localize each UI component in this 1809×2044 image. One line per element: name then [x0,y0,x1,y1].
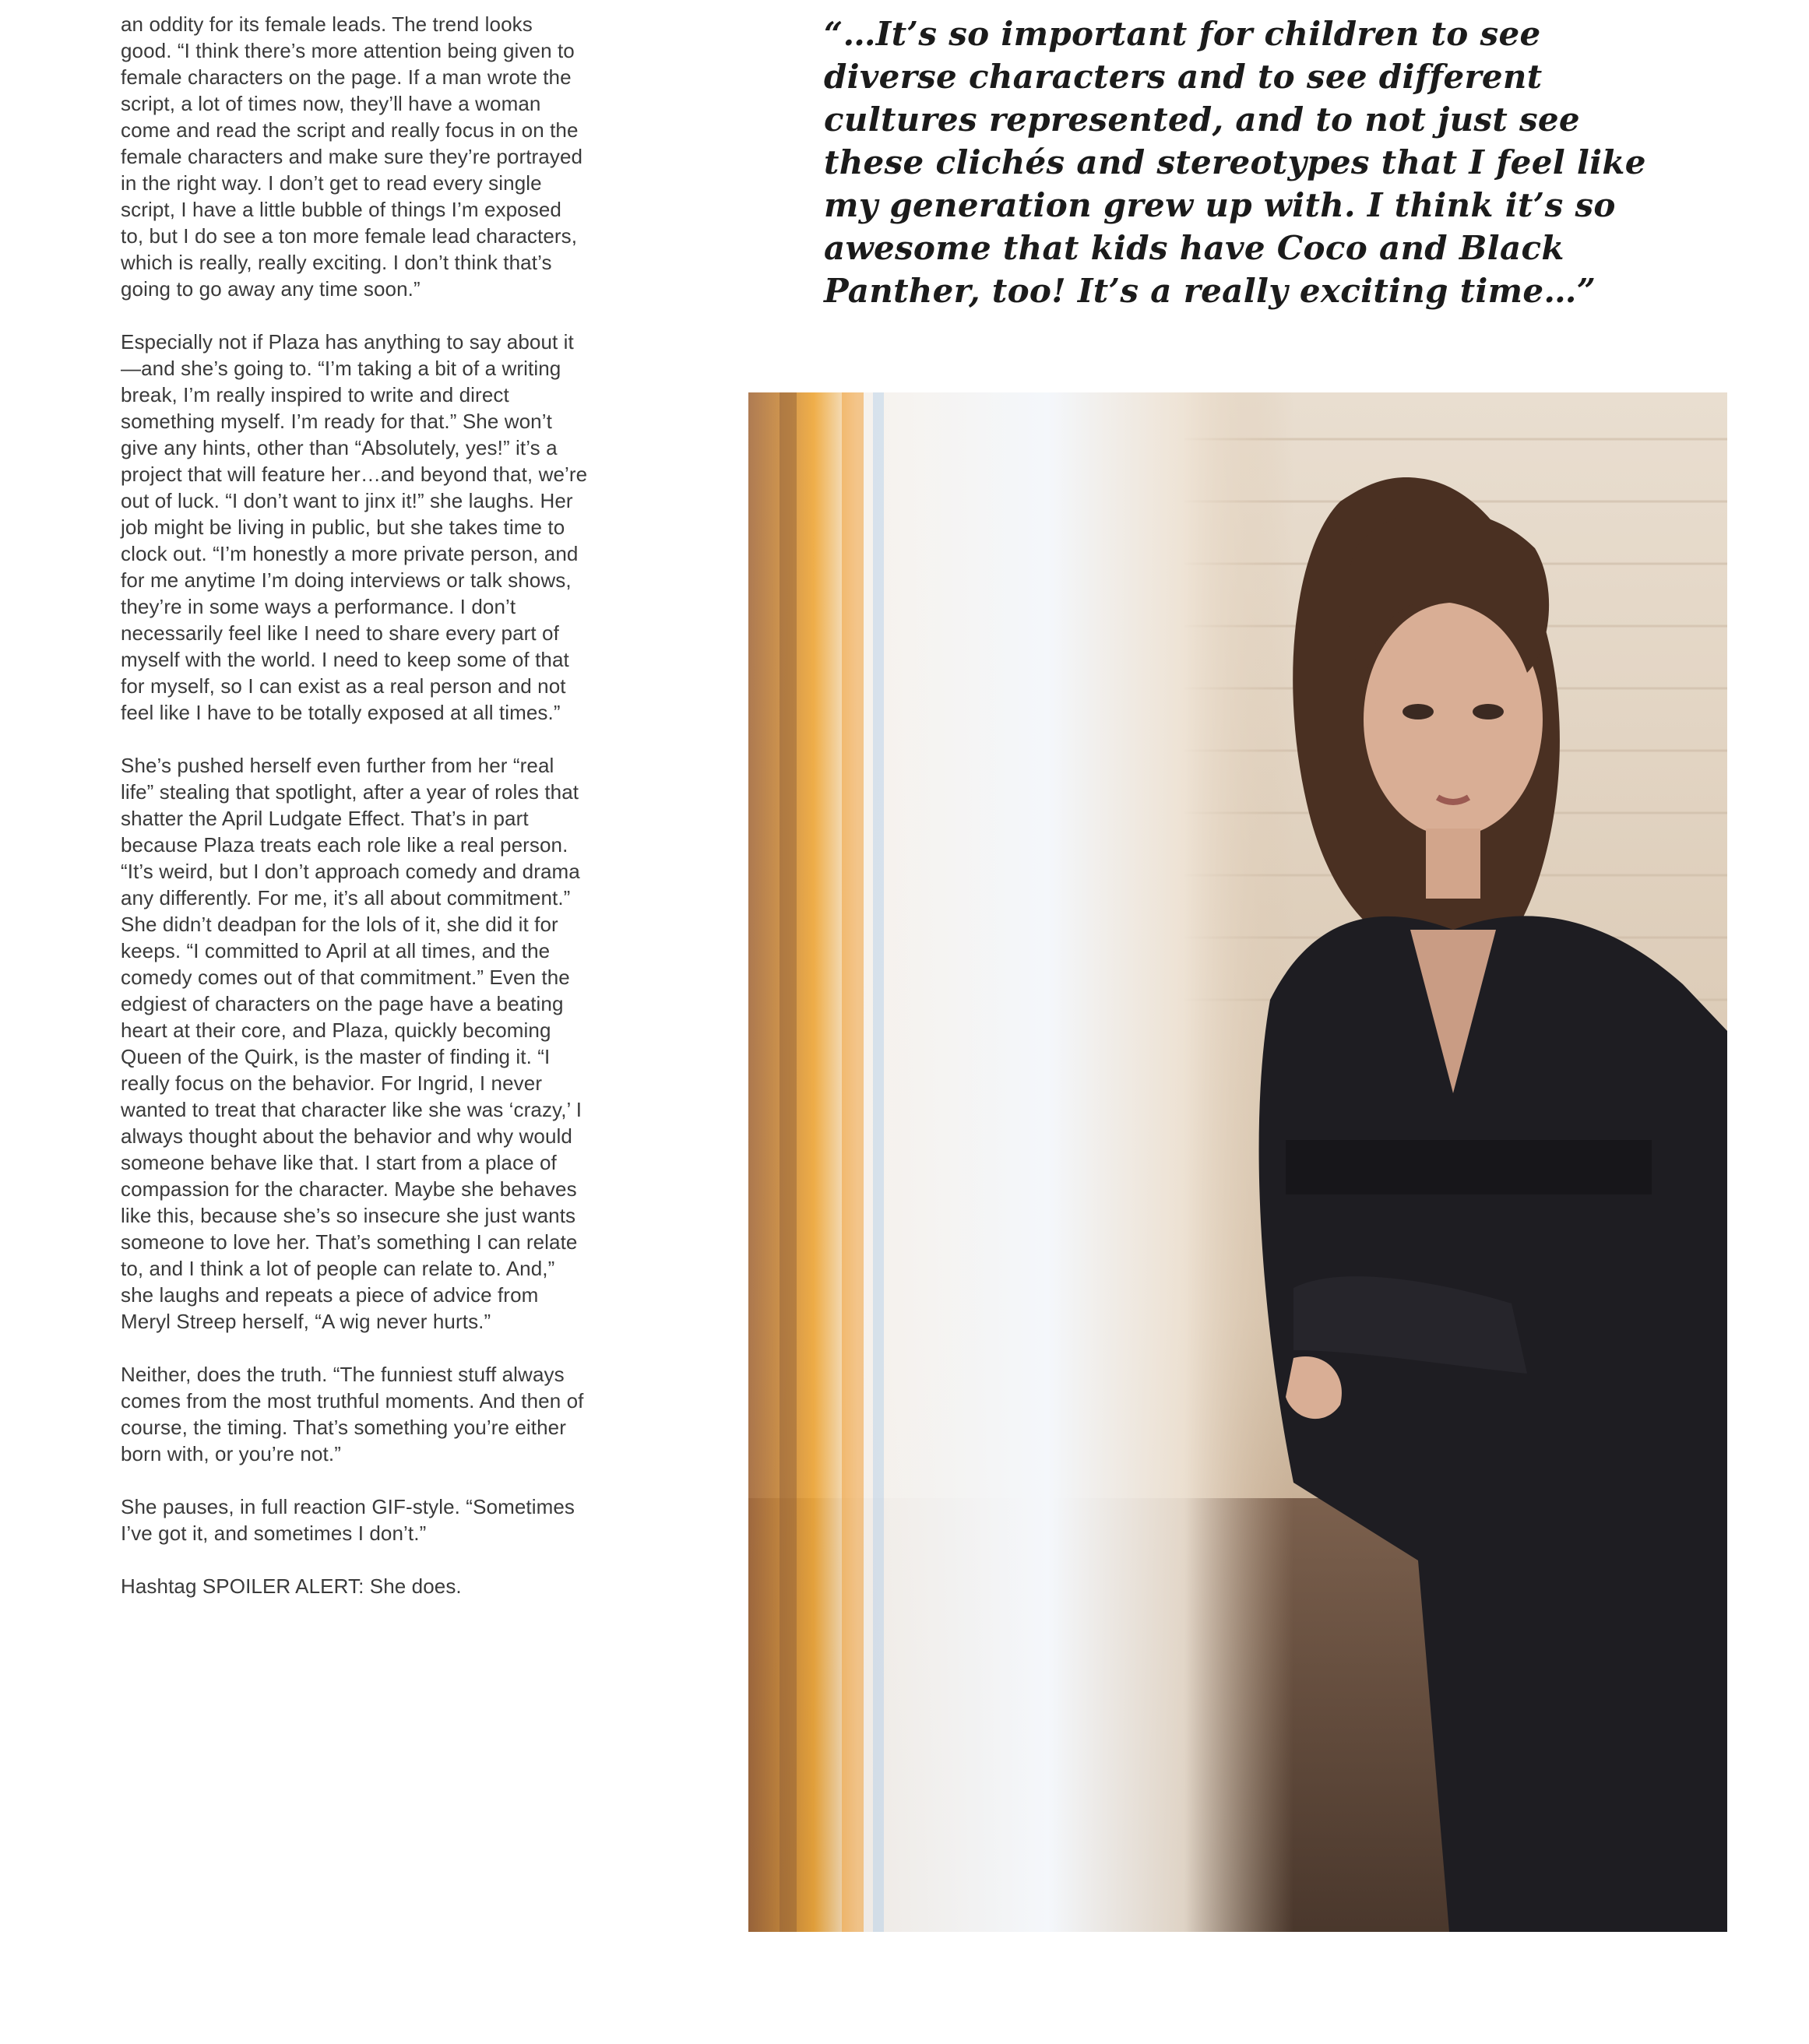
article-paragraph: She’s pushed herself even further from her “real life” stealing that spotlight, after a year of roles that shatter the April Ludgate Effect. That’s in part because Plaza treats each role like a real person. “It’s weird, but I don’t approach comedy and drama any differently. For me, it’s all about commitment.” She didn’t deadpan for the lols of it, she did it for keeps. “I committed to April at all times, and the comedy comes out of that commitment.” Even the edgiest of characters on the page have a beating heart at their core, and Plaza, quickly becoming Queen of the Quirk, is the master of finding it. “I really focus on the behavior. For Ingrid, I never wanted to treat that character like she was ‘crazy,’ I always thought about the behavior and why would someone behave like that. I start from a place of compassion for the character. Maybe she behaves like this, because she’s so insecure she just wants someone to love her. That’s something I can relate to, and I think a lot of people can relate to. And,” she laughs and repeats a piece of advice from Meryl Streep herself, “A wig never hurts.” [121,754,582,1333]
article-paragraph: an oddity for its female leads. The trend looks good. “I think there’s more attention being given to female characters on the page. If a man wrote the script, a lot of times now, they’ll have a woman come and read the script and really focus in on the female characters and make sure they’re portrayed in the right way. I don’t get to read every single script, I have a little bubble of things I’m exposed to, but I do see a ton more female lead characters, which is really, really exciting. I don’t think that’s going to go away any time soon.” [121,12,583,301]
article-body [121,11,588,1626]
article-paragraph: Hashtag SPOILER ALERT: She does. [121,1574,462,1598]
pull-quote: “…It’s so important for children to see diverse characters and to see different cultures represented, and to not just see these clichés and stereotypes that I feel like my generation grew up with. I think it’s so awesome that kids have Coco and Black Panther, too! It’s a really exciting time…” [824,15,1646,310]
portrait-illustration [748,392,1727,1932]
portrait-photo [748,392,1727,1932]
article-paragraph: She pauses, in full reaction GIF-style. “Sometimes I’ve got it, and sometimes I don’t.” [121,1495,575,1545]
article-paragraph: Especially not if Plaza has anything to say about it—and she’s going to. “I’m taking a bit of a writing break, I’m really inspired to write and direct something myself. I’m ready for that.” She won’t give any hints, other than “Absolutely, yes!” it’s a project that will feature her…and beyond that, we’re out of luck. “I don’t want to jinx it!” she laughs. Her job might be living in public, but she takes time to clock out. “I’m honestly a more private person, and for me anytime I’m doing interviews or talk shows, they’re in some ways a performance. I don’t necessarily feel like I need to share every part of myself with the world. I need to keep some of that for myself, so I can exist as a real person and not feel like I have to be totally exposed at all times.” [121,330,588,724]
article-paragraph: Neither, does the truth. “The funniest stuff always comes from the most truthful moments. And then of course, the timing. That’s something you’re either born with, or you’re not.” [121,1363,584,1465]
